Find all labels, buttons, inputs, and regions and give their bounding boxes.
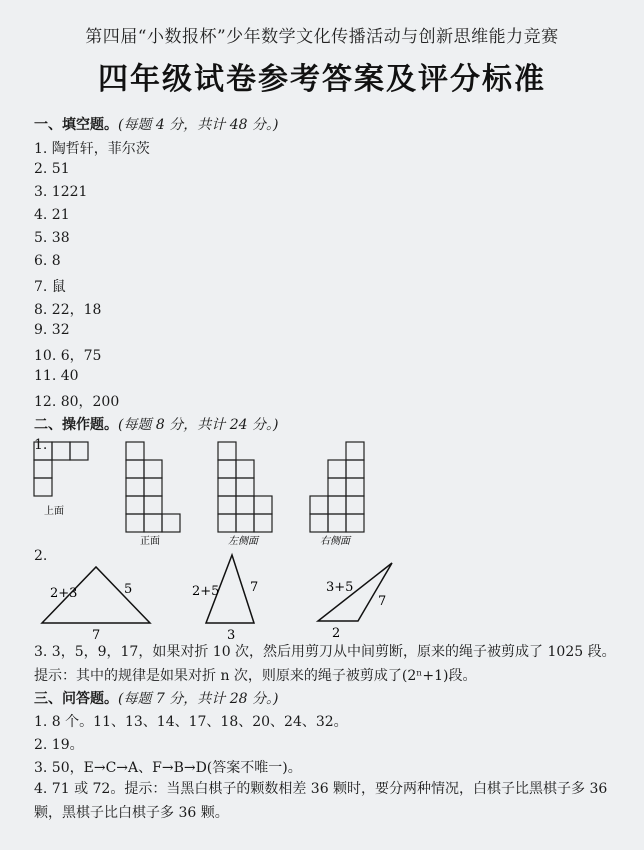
- competition-subtitle: 第四届“小数报杯”少年数学文化传播活动与创新思维能力竞赛: [85, 27, 559, 47]
- answer-1-5: 5. 38: [34, 230, 70, 246]
- section-2-note: (每题 8 分，共计 24 分。): [118, 417, 279, 433]
- triangle-1-left: 2+3: [50, 586, 78, 601]
- answer-1-7: 7. 鼠: [34, 279, 66, 295]
- answer-3-1: 1. 8 个。11、13、14、17、18、20、24、32。: [34, 714, 348, 730]
- triangle-1-bottom: 7: [92, 628, 101, 643]
- section-2-title: 二、操作题。: [34, 417, 118, 433]
- left-view-label: 左侧面: [228, 536, 258, 547]
- answer-1-1: 1. 陶哲轩，菲尔茨: [34, 141, 150, 157]
- triangle-3-bottom: 2: [332, 626, 341, 641]
- triangle-figures: [0, 545, 644, 645]
- section-3-heading: [34, 688, 278, 708]
- section-3-note: (每题 7 分，共计 28 分。): [118, 691, 279, 707]
- right-view-label: 右侧面: [320, 536, 350, 547]
- triangle-3-right: 7: [378, 594, 387, 609]
- three-view-figures: [0, 430, 644, 550]
- answer-1-11: 11. 40: [34, 368, 79, 384]
- answer-1-9: 9. 32: [34, 322, 70, 338]
- answer-1-3: 3. 1221: [34, 184, 88, 200]
- answer-3-3: 3. 50，E→C→A、F→B→D(答案不唯一)。: [34, 760, 302, 776]
- front-view-grid: [126, 442, 180, 532]
- top-view-label: 上面: [44, 506, 64, 517]
- triangle-3-left: 3+5: [326, 580, 354, 595]
- answer-1-4: 4. 21: [34, 207, 70, 223]
- q2-2-label: 2.: [34, 548, 48, 564]
- triangle-2-left: 2+5: [192, 584, 220, 599]
- answer-1-2: 2. 51: [34, 161, 70, 177]
- top-view-grid: [34, 442, 88, 496]
- answer-3-2: 2. 19。: [34, 737, 84, 753]
- triangle-1-right: 5: [124, 582, 133, 597]
- q2-1-label: 1.: [34, 437, 48, 453]
- page-title: 四年级试卷参考答案及评分标准: [98, 62, 546, 97]
- answer-1-10: 10. 6，75: [34, 348, 102, 364]
- triangle-2-right: 7: [250, 580, 259, 595]
- left-view-grid: [218, 442, 272, 532]
- answer-3-4: 4. 71 或 72。提示：当黑白棋子的颗数相差 36 颗时，要分两种情况，白棋子比黑棋子多 36 颗，黑棋子比白棋子多 36 颗。: [34, 781, 608, 821]
- answer-1-6: 6. 8: [34, 253, 61, 269]
- section-1-heading: [34, 114, 278, 134]
- front-view-label: 正面: [140, 536, 160, 547]
- answer-2-3: 3. 3，5，9，17，如果对折 10 次，然后用剪刀从中间剪断，原来的绳子被剪成了 1025 段。提示：其中的规律是如果对折 n 次，则原来的绳子被剪成了(2ⁿ+1)段。: [34, 644, 616, 684]
- triangle-2-bottom: 3: [227, 628, 236, 643]
- section-3-title: 三、问答题。: [34, 691, 118, 707]
- answer-1-12: 12. 80，200: [34, 394, 120, 410]
- right-view-grid: [310, 442, 364, 532]
- answer-1-8: 8. 22，18: [34, 302, 102, 318]
- section-1-title: 一、填空题。: [34, 117, 118, 133]
- section-1-note: (每题 4 分，共计 48 分。): [118, 117, 279, 133]
